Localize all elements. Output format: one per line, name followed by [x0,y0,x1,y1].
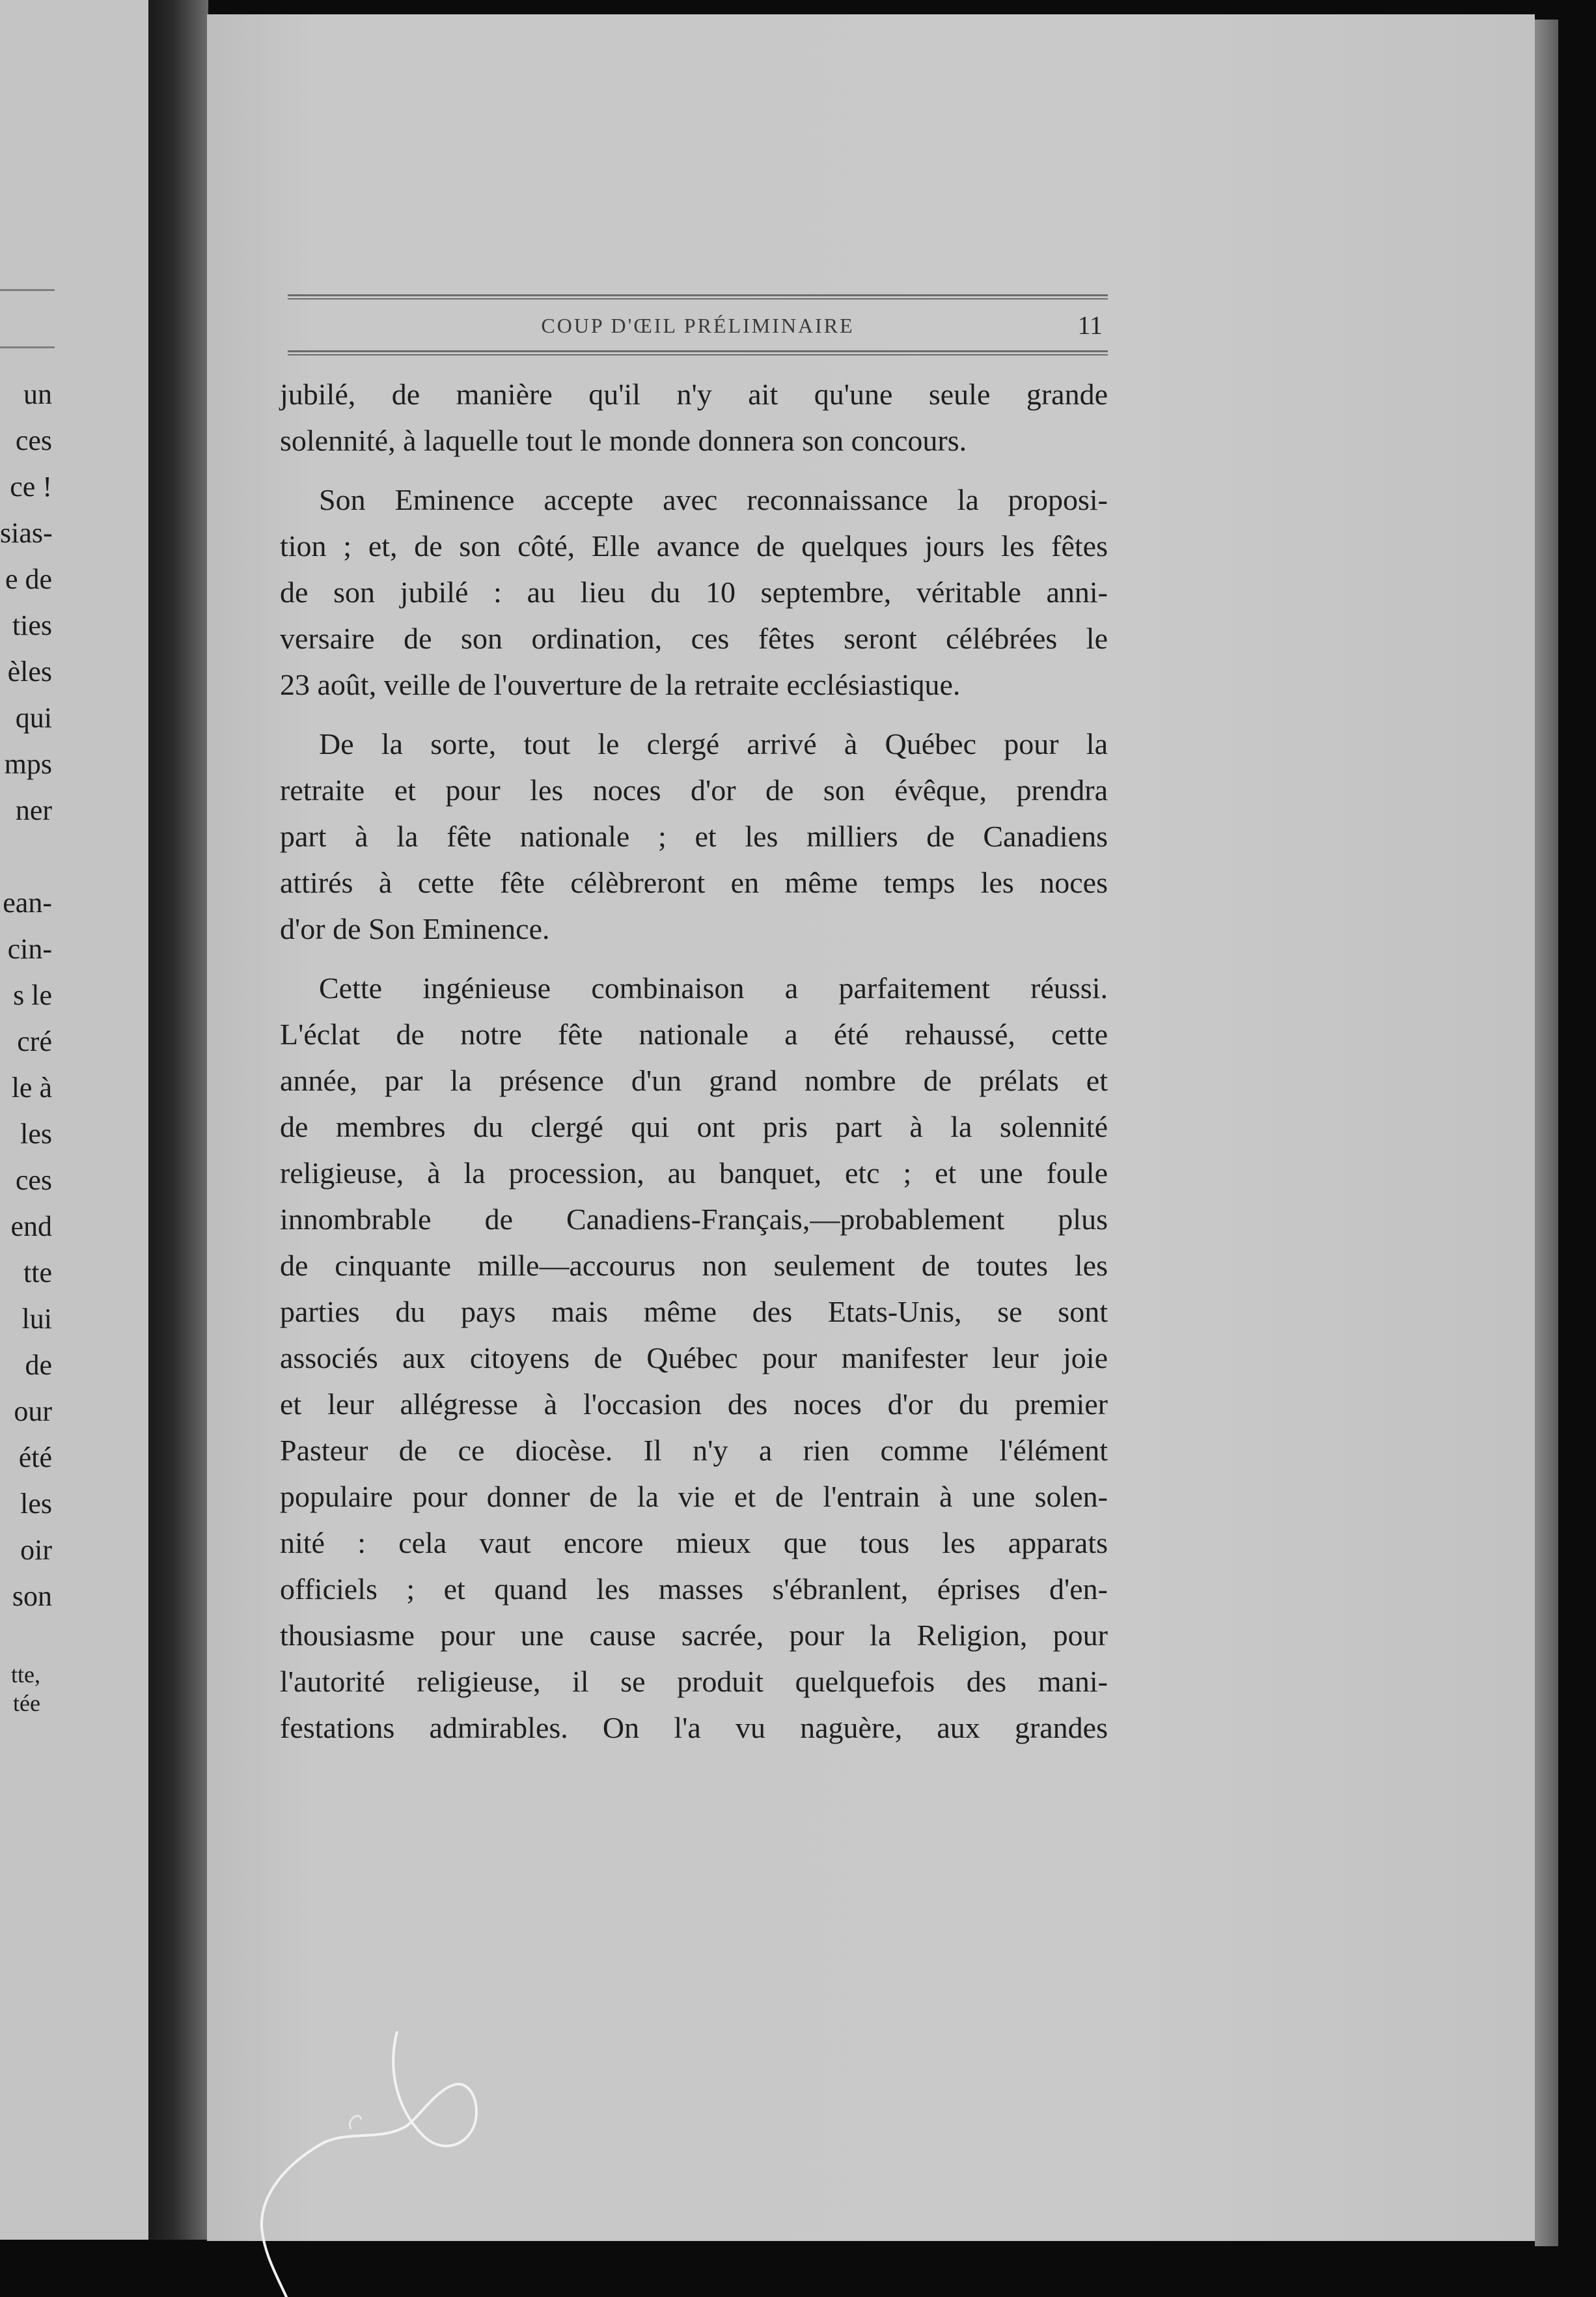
paragraph [280,965,1108,1751]
previous-page-line-fragment: de [25,1349,52,1381]
text-line: nité : cela vaut encore mieux que tous les apparats [280,1526,1108,1559]
text-line: et leur allégresse à l'occasion des noces d'or du premier [280,1387,1108,1421]
previous-page-line-fragment: ces [15,425,52,456]
running-title: COUP D'ŒIL PRÉLIMINAIRE [541,313,855,337]
previous-page-line-fragment: un [23,378,52,410]
text-line: thousiasme pour une cause sacrée, pour la Religion, pour [280,1619,1108,1652]
previous-page-line-fragment: les [20,1488,52,1520]
previous-page-footnote [0,1660,40,1718]
previous-page-line-fragment: èles [7,656,52,688]
page-edge [1535,20,1558,2246]
text-line: tion ; et, de son côté, Elle avance de quelques jours les fêtes [280,529,1108,563]
body-text [280,371,1108,1751]
header-top-rule [288,294,1108,296]
text-line: De la sorte, tout le clergé arrivé à Québec pour la [319,727,1108,760]
previous-page-line-fragment: our [14,1395,52,1427]
paragraph [280,721,1108,952]
previous-page-line-fragment: ner [15,794,52,826]
previous-page-text [0,371,52,1619]
book-gutter [148,0,208,2240]
previous-page-line-fragment: les [20,1118,52,1150]
text-line: solennité, à laquelle tout le monde donnera son concours. [280,424,967,457]
text-line: associés aux citoyens de Québec pour manifester leur joie [280,1341,1108,1374]
paragraph-gap [280,952,1108,965]
previous-page-line-fragment: end [10,1210,52,1242]
paragraph-gap [280,708,1108,721]
paragraph [280,477,1108,708]
left-page-header-rule [0,346,55,348]
previous-page-line-fragment: mps [4,748,52,780]
text-line: 23 août, veille de l'ouverture de la retraite ecclésiastique. [280,668,961,701]
text-line: festations admirables. On l'a vu naguère, aux grandes [280,1711,1108,1744]
text-line: attirés à cette fête célèbreront en même temps les noces [280,866,1108,899]
previous-page-line-fragment: qui [15,702,52,734]
text-line: religieuse, à la procession, au banquet, etc ; et une foule [280,1156,1108,1190]
text-line: Cette ingénieuse combinaison a parfaitement réussi. [319,971,1108,1005]
text-line: de son jubilé : au lieu du 10 septembre, véritable anni- [280,576,1108,609]
left-page-header-rule [0,289,55,291]
previous-page-line-fragment [0,833,52,880]
previous-page-line-fragment: cin- [7,933,52,965]
text-line: populaire pour donner de la vie et de l'entrain à une solen- [280,1480,1108,1513]
header-bottom-rule [288,354,1108,355]
paragraph [280,371,1108,464]
previous-page-footnote-fragment: tée [13,1690,40,1716]
previous-page-line-fragment: le à [11,1072,52,1104]
text-line: de cinquante mille—accourus non seulement de toutes les [280,1249,1108,1282]
text-line: officiels ; et quand les masses s'ébranlent, éprises d'en- [280,1572,1108,1606]
previous-page-line-fragment: lui [21,1303,52,1335]
text-line: innombrable de Canadiens-Français,—probablement plus [280,1203,1108,1236]
previous-page-line-fragment: sias- [0,517,53,549]
text-line: parties du pays mais même des Etats-Unis, se sont [280,1295,1108,1328]
text-line: versaire de son ordination, ces fêtes seront célébrées le [280,622,1108,655]
previous-page-line-fragment: été [18,1441,52,1473]
previous-page-line-fragment: s le [13,979,52,1011]
previous-page-line-fragment: ces [15,1164,52,1196]
text-line: l'autorité religieuse, il se produit quelquefois des mani- [280,1665,1108,1698]
previous-page-line-fragment: e de [5,563,52,595]
previous-page-line-fragment: ean- [3,887,52,919]
previous-page-line-fragment: tte [23,1257,52,1288]
text-line: L'éclat de notre fête nationale a été rehaussé, cette [280,1018,1108,1051]
paragraph-gap [280,464,1108,477]
previous-page-line-fragment: cré [17,1025,52,1057]
previous-page-line-fragment: oir [20,1534,52,1566]
running-head [288,306,1108,345]
pencil-scribble-mark [247,2031,560,2297]
page-number: 11 [1077,311,1103,340]
previous-page-footnote-fragment: tte, [11,1662,40,1688]
text-line: Son Eminence accepte avec reconnaissance la proposi- [319,483,1108,516]
previous-page-line-fragment: son [12,1580,52,1612]
text-line: de membres du clergé qui ont pris part à la solennité [280,1110,1108,1143]
text-line: Pasteur de ce diocèse. Il n'y a rien comme l'élément [280,1434,1108,1467]
text-line: retraite et pour les noces d'or de son évêque, prendra [280,773,1108,807]
text-line: année, par la présence d'un grand nombre de prélats et [280,1064,1108,1097]
text-line: part à la fête nationale ; et les milliers de Canadiens [280,820,1108,853]
previous-page-line-fragment: ce ! [10,471,52,503]
text-line: d'or de Son Eminence. [280,912,550,945]
text-line: jubilé, de manière qu'il n'y ait qu'une seule grande [280,378,1108,411]
previous-page-fragment [0,0,156,2240]
previous-page-line-fragment: ties [12,609,52,641]
header-top-rule [288,298,1108,299]
header-bottom-rule [288,350,1108,352]
